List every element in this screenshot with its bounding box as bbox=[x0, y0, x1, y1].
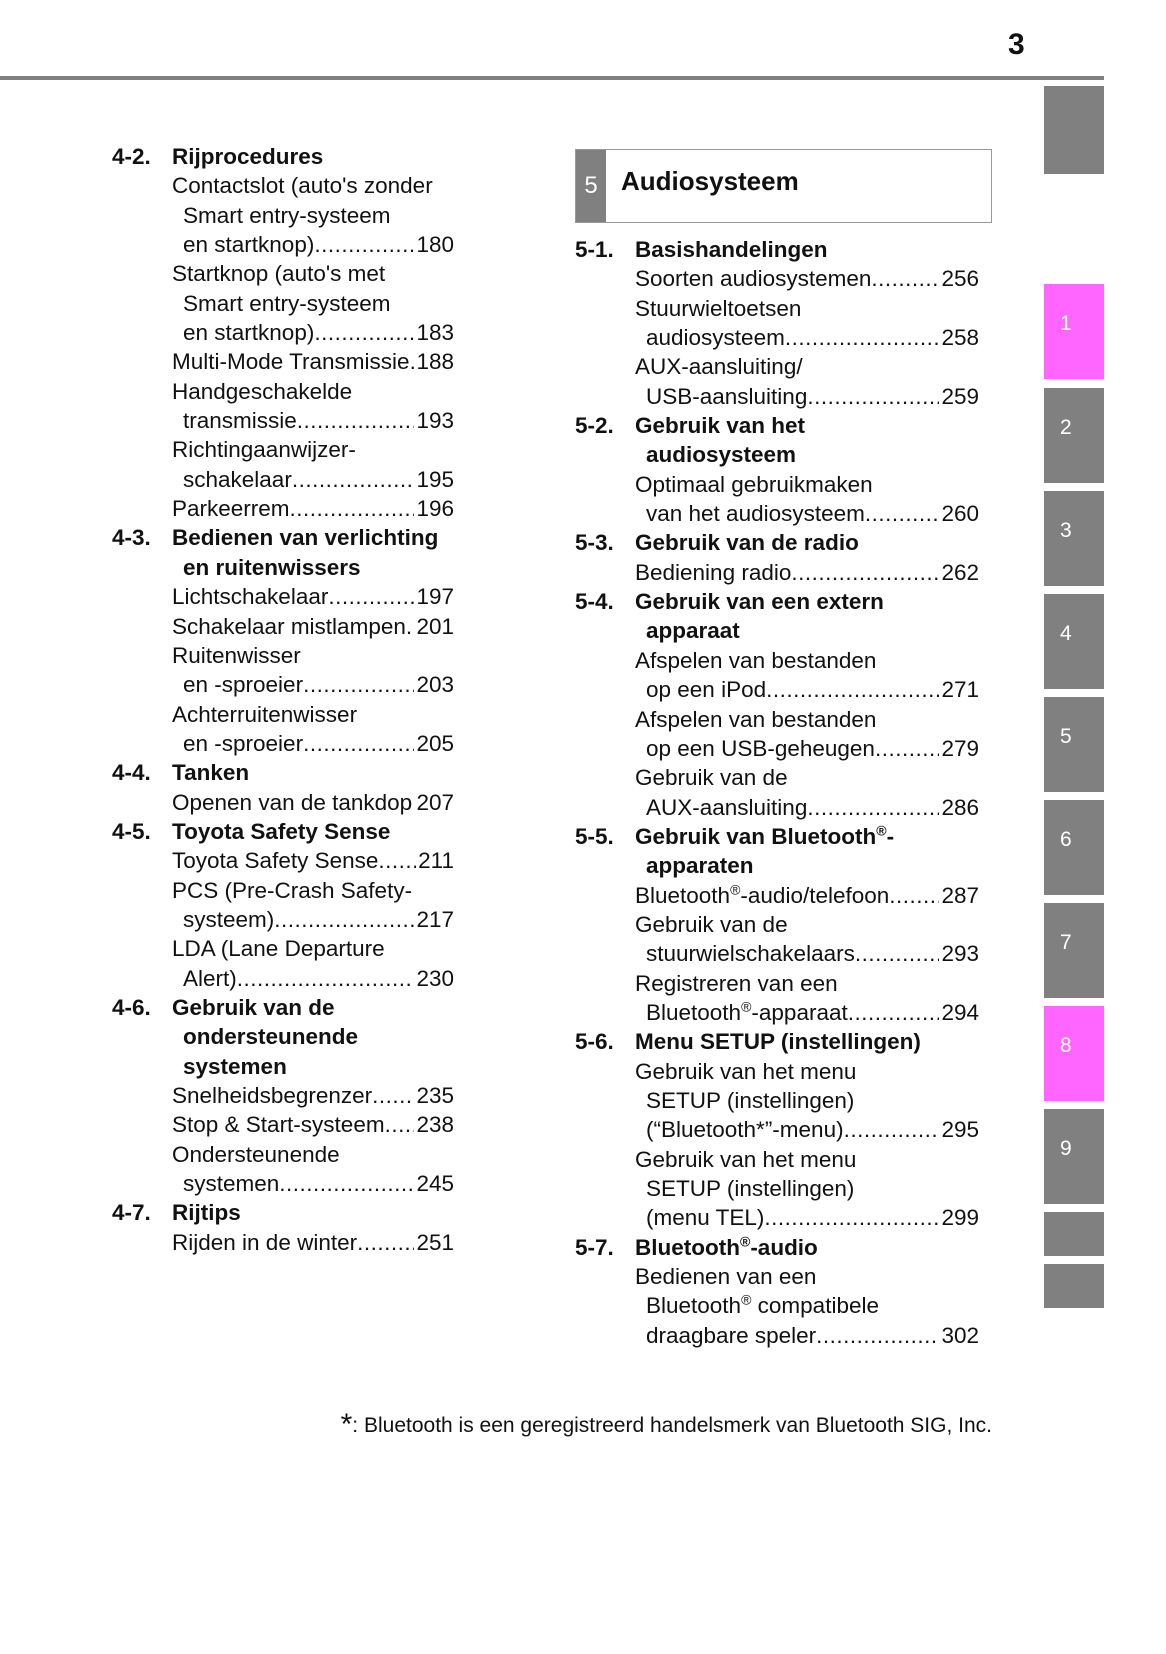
toc-entry-text[interactable]: Snelheidsbegrenzer bbox=[172, 1083, 373, 1108]
dot-leader bbox=[314, 230, 414, 259]
toc-entry-line[interactable] bbox=[172, 171, 516, 200]
dot-leader bbox=[372, 1081, 414, 1110]
toc-page-number[interactable]: 287 bbox=[941, 882, 979, 908]
toc-page-number[interactable]: 286 bbox=[941, 794, 979, 820]
toc-entry-text[interactable]: transmissie bbox=[183, 408, 297, 434]
toc-entry-line[interactable] bbox=[172, 934, 516, 963]
toc-entry-text[interactable]: Bluetooth® compatibele bbox=[646, 1291, 879, 1319]
section-number: 5-4. bbox=[575, 589, 614, 615]
toc-page-number[interactable]: 235 bbox=[416, 1083, 454, 1108]
section-title[interactable]: Basishandelingen bbox=[635, 237, 828, 262]
section-title[interactable]: apparaten bbox=[646, 853, 754, 879]
chapter-tab-9[interactable]: 9 bbox=[1044, 1109, 1104, 1204]
dot-leader bbox=[855, 939, 940, 968]
section-title[interactable]: Gebruik van het bbox=[635, 413, 806, 439]
dot-leader bbox=[764, 1203, 939, 1232]
section-heading-line bbox=[112, 817, 516, 846]
toc-entry-text[interactable]: Schakelaar mistlampen bbox=[172, 613, 406, 639]
toc-page-number[interactable]: 193 bbox=[416, 408, 454, 434]
dot-leader bbox=[297, 406, 415, 435]
toc-entry-text[interactable]: LDA (Lane Departure bbox=[172, 936, 385, 962]
dot-leader bbox=[303, 670, 414, 699]
toc-entry-line[interactable] bbox=[183, 964, 454, 993]
toc-entry-line[interactable] bbox=[183, 201, 516, 230]
toc-entry-text[interactable]: AUX-aansluiting bbox=[646, 794, 808, 820]
toc-page-number[interactable]: 302 bbox=[941, 1322, 979, 1348]
toc-entry-line[interactable] bbox=[646, 675, 979, 704]
section-title[interactable]: Rijprocedures bbox=[172, 144, 324, 169]
toc-entry-text[interactable]: op een iPod bbox=[646, 677, 767, 703]
toc-entry-text[interactable]: op een USB-geheugen bbox=[646, 735, 875, 761]
toc-entry-text[interactable]: PCS (Pre-Crash Safety- bbox=[172, 877, 413, 903]
toc-entry-line[interactable] bbox=[172, 494, 454, 523]
toc-entry-line[interactable] bbox=[172, 788, 454, 817]
toc-entry-line[interactable] bbox=[646, 323, 979, 352]
section-number: 4-2. bbox=[112, 144, 151, 169]
toc-entry-line[interactable] bbox=[172, 1081, 454, 1110]
toc-entry-line[interactable] bbox=[635, 1145, 979, 1174]
dot-leader bbox=[807, 793, 939, 822]
section-heading-line bbox=[112, 1052, 516, 1081]
dot-leader bbox=[844, 1115, 940, 1144]
registered-mark: ® bbox=[730, 881, 741, 898]
chapter-number: 5 bbox=[576, 150, 606, 222]
dot-leader bbox=[274, 905, 414, 934]
toc-entry-line[interactable] bbox=[646, 1086, 979, 1115]
toc-entry-text[interactable]: Afspelen van bestanden bbox=[635, 706, 877, 732]
section-number: 5-6. bbox=[575, 1029, 614, 1055]
section-number: 5-3. bbox=[575, 530, 614, 556]
toc-entry-line[interactable] bbox=[646, 382, 979, 411]
dot-leader bbox=[875, 734, 940, 763]
toc-entry-text[interactable]: Bediening radio bbox=[635, 559, 792, 585]
toc-entry-text[interactable]: stuurwielschakelaars bbox=[646, 941, 855, 967]
toc-entry-line[interactable] bbox=[646, 1321, 979, 1350]
toc-entry-text[interactable]: Smart entry-systeem bbox=[183, 202, 391, 228]
toc-entry-line[interactable] bbox=[172, 876, 516, 905]
toc-entry-line[interactable] bbox=[635, 294, 979, 323]
toc-page-number[interactable]: 180 bbox=[416, 232, 454, 258]
toc-page-number[interactable]: 217 bbox=[416, 906, 454, 932]
dot-leader bbox=[848, 998, 940, 1027]
toc-entry-line[interactable] bbox=[635, 646, 979, 675]
section-title[interactable]: apparaat bbox=[646, 618, 740, 644]
section-number: 4-5. bbox=[112, 818, 151, 844]
toc-entry-line[interactable] bbox=[172, 1140, 516, 1169]
page-number: 3 bbox=[1008, 28, 1025, 61]
dot-leader bbox=[816, 1321, 939, 1350]
toc-entry-line[interactable] bbox=[172, 1228, 454, 1257]
toc-entry-text[interactable]: draagbare speler bbox=[646, 1322, 817, 1348]
toc-entry-line[interactable] bbox=[635, 881, 979, 910]
toc-entry-line[interactable] bbox=[646, 939, 979, 968]
toc-entry-text[interactable]: en startknop) bbox=[183, 320, 315, 346]
toc-entry-text[interactable]: Stuurwieltoetsen bbox=[635, 295, 802, 321]
toc-page-number[interactable]: 260 bbox=[941, 501, 979, 527]
dot-leader bbox=[290, 494, 415, 523]
section-heading-line bbox=[575, 528, 979, 557]
toc-entry-text[interactable]: (“Bluetooth*”-menu) bbox=[646, 1117, 844, 1143]
toc-entry-text[interactable]: Achterruitenwisser bbox=[172, 701, 358, 727]
section-number: 5-7. bbox=[575, 1234, 614, 1260]
chapter-tab-blank[interactable] bbox=[1044, 86, 1104, 174]
section-title[interactable]: ondersteunende bbox=[183, 1024, 359, 1050]
toc-page-number[interactable]: 251 bbox=[416, 1229, 454, 1255]
section-heading-line bbox=[112, 523, 516, 552]
section-heading-line bbox=[575, 411, 979, 440]
dot-leader bbox=[385, 1110, 415, 1139]
dot-leader bbox=[328, 582, 414, 611]
toc-entry-line[interactable] bbox=[172, 435, 516, 464]
toc-entry-text[interactable]: Ruitenwisser bbox=[172, 642, 301, 668]
toc-page-number[interactable]: 205 bbox=[416, 730, 454, 756]
toc-entry-line[interactable] bbox=[635, 1057, 979, 1086]
toc-entry-text[interactable]: van het audiosysteem bbox=[646, 501, 865, 527]
toc-entry-text[interactable]: Gebruik van het menu bbox=[635, 1058, 857, 1084]
toc-page-number[interactable]: 195 bbox=[416, 466, 454, 492]
toc-entry-text[interactable]: Multi-Mode Transmissie bbox=[172, 349, 410, 375]
section-number: 4-6. bbox=[112, 994, 151, 1020]
toc-entry-text[interactable]: Lichtschakelaar bbox=[172, 584, 329, 610]
dot-leader bbox=[279, 1169, 414, 1198]
toc-page-number[interactable]: 271 bbox=[941, 677, 979, 703]
dot-leader bbox=[865, 499, 940, 528]
toc-entry-text[interactable]: Handgeschakelde bbox=[172, 378, 353, 404]
dot-leader bbox=[871, 264, 939, 293]
section-title[interactable]: Gebruik van Bluetooth®- bbox=[635, 822, 895, 849]
toc-entry-line[interactable] bbox=[646, 998, 979, 1027]
chapter-tab-6[interactable]: 6 bbox=[1044, 800, 1104, 895]
toc-entry-text[interactable]: Ondersteunende bbox=[172, 1141, 340, 1167]
toc-entry-text[interactable]: Richtingaanwijzer- bbox=[172, 437, 356, 463]
toc-entry-text[interactable]: Parkeerrem bbox=[172, 496, 290, 522]
toc-entry-line[interactable] bbox=[172, 347, 454, 376]
toc-left-column bbox=[112, 142, 516, 1257]
toc-entry-text[interactable]: systemen bbox=[183, 1171, 280, 1197]
toc-entry-line[interactable] bbox=[646, 734, 979, 763]
section-number: 4-7. bbox=[112, 1200, 151, 1226]
toc-page-number[interactable]: 259 bbox=[941, 383, 979, 409]
toc-entry-text[interactable]: Startknop (auto's met bbox=[172, 261, 386, 287]
toc-entry-text[interactable]: audiosysteem bbox=[646, 325, 785, 351]
toc-entry-text[interactable]: SETUP (instellingen) bbox=[646, 1087, 855, 1113]
toc-entry-text[interactable]: Soorten audiosystemen bbox=[635, 266, 872, 292]
toc-page-number[interactable]: 293 bbox=[941, 941, 979, 967]
section-number: 5-1. bbox=[575, 237, 614, 262]
toc-page-number[interactable]: 299 bbox=[941, 1205, 979, 1231]
toc-entry-line[interactable] bbox=[635, 1262, 979, 1291]
chapter-tab-3[interactable]: 3 bbox=[1044, 491, 1104, 586]
toc-page-number[interactable]: 294 bbox=[941, 999, 979, 1025]
chapter-tab-blank[interactable] bbox=[1044, 1264, 1104, 1308]
toc-entry-line[interactable] bbox=[183, 670, 454, 699]
toc-entry-text[interactable]: Registreren van een bbox=[635, 970, 838, 996]
toc-page-number[interactable]: 203 bbox=[416, 672, 454, 698]
registered-mark: ® bbox=[741, 998, 752, 1015]
toc-entry-line[interactable] bbox=[635, 969, 979, 998]
toc-entry-line[interactable] bbox=[646, 793, 979, 822]
toc-entry-line[interactable] bbox=[172, 259, 516, 288]
toc-entry-line[interactable] bbox=[183, 318, 454, 347]
footnote-text: : Bluetooth is een geregistreerd handelsmerk van Bluetooth SIG, Inc. bbox=[352, 1414, 992, 1437]
toc-entry-text[interactable]: Bluetooth®-audio/telefoon bbox=[635, 881, 890, 908]
dot-leader bbox=[378, 846, 416, 875]
registered-mark: ® bbox=[876, 822, 887, 839]
toc-entry-text[interactable]: Contactslot (auto's zonder bbox=[172, 173, 433, 199]
toc-entry-line[interactable] bbox=[172, 1110, 454, 1139]
toc-page-number[interactable]: 238 bbox=[416, 1112, 454, 1138]
section-heading-line bbox=[575, 822, 979, 851]
section-number: 5-2. bbox=[575, 413, 614, 439]
section-title[interactable]: Rijtips bbox=[172, 1200, 241, 1226]
chapter-tab-8[interactable]: 8 bbox=[1044, 1006, 1104, 1101]
dot-leader bbox=[303, 729, 414, 758]
section-heading-line bbox=[112, 993, 516, 1022]
toc-entry-text[interactable]: en -sproeier bbox=[183, 672, 304, 698]
section-heading-line bbox=[575, 616, 979, 645]
toc-entry-line[interactable] bbox=[635, 470, 979, 499]
toc-entry-text[interactable]: Stop & Start-systeem bbox=[172, 1112, 385, 1138]
registered-mark: ® bbox=[741, 1291, 752, 1308]
toc-entry-text[interactable]: Afspelen van bestanden bbox=[635, 647, 877, 673]
toc-entry-line[interactable] bbox=[635, 264, 979, 293]
section-title[interactable]: en ruitenwissers bbox=[183, 554, 361, 580]
toc-entry-text[interactable]: Gebruik van de bbox=[635, 911, 788, 937]
toc-page-number[interactable]: 262 bbox=[941, 559, 979, 585]
toc-entry-line[interactable] bbox=[646, 1115, 979, 1144]
toc-entry-line[interactable] bbox=[635, 705, 979, 734]
toc-entry-text[interactable]: systeem) bbox=[183, 906, 275, 932]
footnote-marker: * bbox=[340, 1408, 353, 1441]
toc-entry-line[interactable] bbox=[635, 763, 979, 792]
toc-entry-text[interactable]: Openen van de tankdop bbox=[172, 789, 413, 815]
toc-page-number[interactable]: 197 bbox=[416, 584, 454, 610]
chapter-tab-7[interactable]: 7 bbox=[1044, 903, 1104, 998]
section-title[interactable]: systemen bbox=[183, 1053, 287, 1079]
dot-leader bbox=[292, 465, 415, 494]
section-heading-line bbox=[575, 587, 979, 616]
dot-leader bbox=[785, 323, 940, 352]
toc-entry-text[interactable]: Bluetooth®-apparaat bbox=[646, 998, 848, 1025]
toc-entry-line[interactable] bbox=[646, 1291, 979, 1320]
toc-entry-text[interactable]: Toyota Safety Sense bbox=[172, 848, 379, 874]
toc-right-column bbox=[575, 235, 979, 1350]
dot-leader bbox=[791, 558, 939, 587]
section-number: 5-5. bbox=[575, 823, 614, 849]
toc-entry-line[interactable] bbox=[646, 1203, 979, 1232]
dot-leader bbox=[807, 382, 939, 411]
section-title[interactable]: Bedienen van verlichting bbox=[172, 525, 439, 551]
toc-page-number[interactable]: 230 bbox=[416, 965, 454, 991]
section-title[interactable]: Gebruik van de radio bbox=[635, 530, 859, 556]
header-rule bbox=[0, 76, 1104, 80]
dot-leader bbox=[237, 964, 415, 993]
dot-leader bbox=[766, 675, 939, 704]
toc-page-number[interactable]: 183 bbox=[416, 320, 454, 346]
toc-page-number[interactable]: 295 bbox=[941, 1117, 979, 1143]
toc-page-number[interactable]: 196 bbox=[416, 496, 454, 522]
section-heading-line bbox=[575, 1233, 979, 1262]
toc-entry-text[interactable]: Alert) bbox=[183, 965, 237, 991]
section-number: 4-3. bbox=[112, 525, 151, 551]
toc-entry-text[interactable]: AUX-aansluiting/ bbox=[635, 354, 803, 380]
toc-page-number[interactable]: 256 bbox=[941, 266, 979, 292]
toc-entry-line[interactable] bbox=[635, 910, 979, 939]
toc-entry-line[interactable] bbox=[183, 230, 454, 259]
toc-entry-text[interactable]: (menu TEL) bbox=[646, 1205, 765, 1231]
section-heading-line bbox=[575, 235, 979, 264]
chapter-title: Audiosysteem bbox=[621, 166, 799, 196]
registered-mark: ® bbox=[739, 1233, 751, 1250]
toc-entry-line[interactable] bbox=[172, 582, 454, 611]
toc-entry-text[interactable]: SETUP (instellingen) bbox=[646, 1176, 855, 1201]
toc-entry-line[interactable] bbox=[172, 700, 516, 729]
toc-page-number[interactable]: 279 bbox=[941, 735, 979, 761]
toc-entry-text[interactable]: Gebruik van het menu bbox=[635, 1146, 857, 1172]
toc-entry-line[interactable] bbox=[172, 612, 454, 641]
section-heading-line bbox=[112, 553, 516, 582]
toc-page-number[interactable]: 201 bbox=[416, 613, 454, 639]
toc-entry-line[interactable] bbox=[646, 1174, 979, 1203]
chapter-tab-4[interactable]: 4 bbox=[1044, 594, 1104, 689]
toc-entry-text[interactable]: Smart entry-systeem bbox=[183, 290, 391, 316]
toc-entry-text[interactable]: Rijden in de winter bbox=[172, 1229, 358, 1255]
toc-entry-line[interactable] bbox=[183, 1169, 454, 1198]
toc-page-number[interactable]: 211 bbox=[418, 848, 454, 874]
footnote bbox=[341, 1408, 992, 1442]
section-heading-line bbox=[112, 142, 516, 171]
toc-entry-text[interactable]: Bedienen van een bbox=[635, 1264, 817, 1290]
toc-entry-line[interactable] bbox=[183, 465, 454, 494]
section-heading-line bbox=[575, 851, 979, 880]
toc-entry-text[interactable]: Gebruik van de bbox=[635, 765, 788, 791]
toc-entry-line[interactable] bbox=[172, 377, 516, 406]
toc-entry-text[interactable]: en startknop) bbox=[183, 232, 315, 258]
section-heading-line bbox=[575, 1027, 979, 1056]
toc-page-number[interactable]: 258 bbox=[941, 325, 979, 351]
toc-entry-text[interactable]: Optimaal gebruikmaken bbox=[635, 471, 873, 497]
section-heading-line bbox=[112, 758, 516, 787]
toc-entry-text[interactable]: schakelaar bbox=[183, 466, 292, 492]
section-title[interactable]: Menu SETUP (instellingen) bbox=[635, 1029, 921, 1055]
section-number: 4-4. bbox=[112, 760, 151, 786]
dot-leader bbox=[406, 612, 415, 641]
toc-entry-line[interactable] bbox=[635, 558, 979, 587]
dot-leader bbox=[314, 318, 414, 347]
toc-page-number[interactable]: 245 bbox=[416, 1171, 454, 1197]
section-title[interactable]: Toyota Safety Sense bbox=[172, 818, 391, 844]
toc-entry-text[interactable]: USB-aansluiting bbox=[646, 383, 808, 409]
chapter-tab-blank[interactable] bbox=[1044, 1212, 1104, 1256]
chapter-tab-2[interactable]: 2 bbox=[1044, 388, 1104, 483]
chapter-tab-5[interactable]: 5 bbox=[1044, 697, 1104, 792]
dot-leader bbox=[357, 1228, 414, 1257]
toc-entry-line[interactable] bbox=[183, 905, 454, 934]
section-heading-line bbox=[112, 1198, 516, 1227]
section-title[interactable]: Bluetooth®-audio bbox=[635, 1233, 818, 1260]
chapter-tab-1[interactable]: 1 bbox=[1044, 284, 1104, 379]
toc-entry-text[interactable]: en -sproeier bbox=[183, 730, 304, 756]
toc-entry-line[interactable] bbox=[635, 352, 979, 381]
toc-entry-line[interactable] bbox=[183, 289, 516, 318]
section-heading-line bbox=[575, 440, 979, 469]
toc-page-number[interactable]: 188 bbox=[416, 349, 454, 375]
section-title[interactable]: Gebruik van de bbox=[172, 994, 335, 1020]
dot-leader bbox=[889, 881, 939, 910]
chapter-header bbox=[575, 149, 992, 223]
toc-entry-line[interactable] bbox=[183, 729, 454, 758]
section-title[interactable]: Gebruik van een extern bbox=[635, 589, 884, 615]
section-title[interactable]: Tanken bbox=[172, 760, 250, 786]
section-heading-line bbox=[112, 1022, 516, 1051]
section-title[interactable]: audiosysteem bbox=[646, 442, 797, 468]
toc-entry-line[interactable] bbox=[172, 846, 454, 875]
toc-entry-line[interactable] bbox=[172, 641, 516, 670]
toc-page-number[interactable]: 207 bbox=[416, 789, 454, 815]
toc-entry-line[interactable] bbox=[183, 406, 454, 435]
toc-entry-line[interactable] bbox=[646, 499, 979, 528]
